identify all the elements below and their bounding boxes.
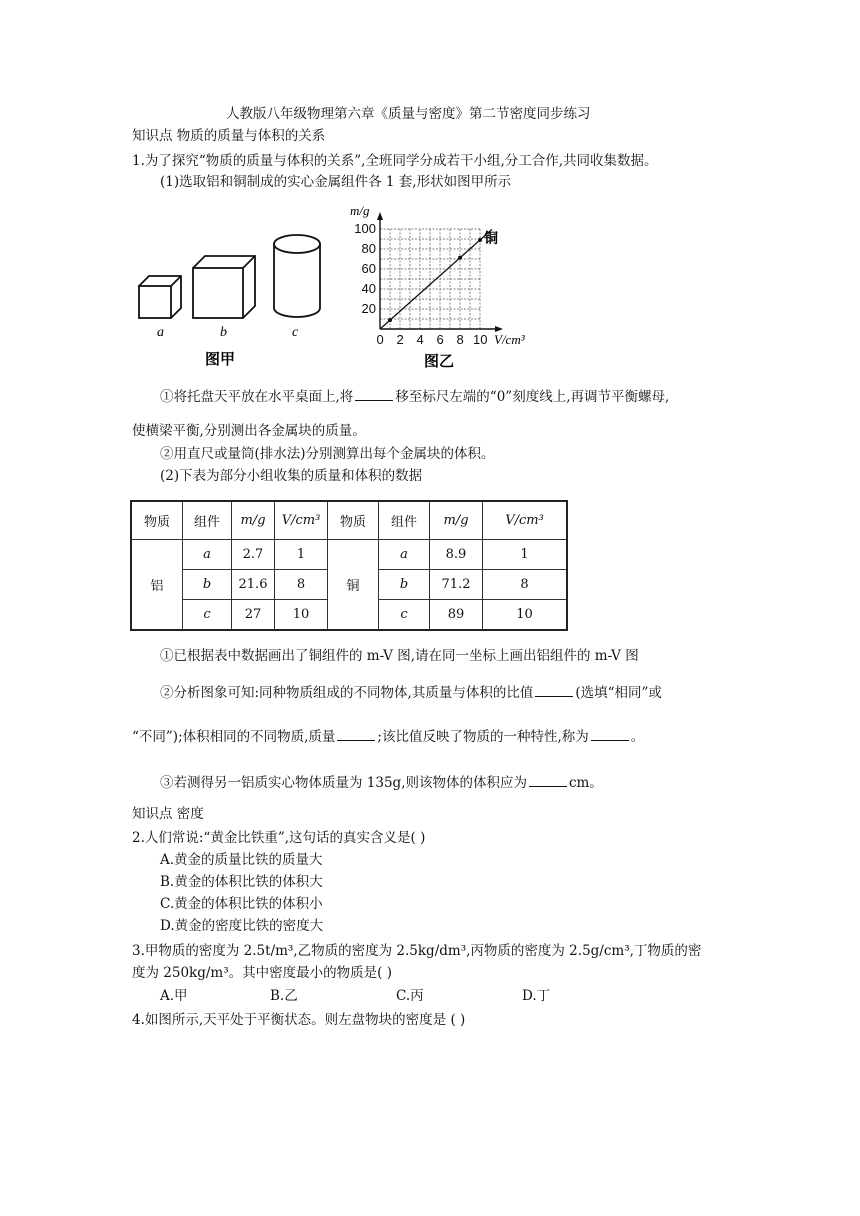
copper-data-point xyxy=(388,318,392,322)
question-2-stem: 2.人们常说:“黄金比铁重”,这句话的真实含义是( ) xyxy=(132,830,426,846)
table-cell: a xyxy=(379,539,430,569)
step-2: ②用直尺或量筒(排水法)分别测算出每个金属块的体积。 xyxy=(160,446,495,462)
y-axis-label: m/g xyxy=(350,203,370,218)
answer-blank-2[interactable] xyxy=(535,682,573,697)
x-tick-label: 2 xyxy=(396,332,404,347)
answer-blank-1[interactable] xyxy=(355,386,393,401)
table-cell: b xyxy=(183,569,232,599)
step-1-line xyxy=(160,386,669,407)
y-tick-label: 80 xyxy=(361,241,376,256)
answer-blank-4[interactable] xyxy=(591,726,629,741)
question-3-options xyxy=(160,986,632,1006)
table-cell: c xyxy=(379,599,430,630)
figure-jia xyxy=(125,196,335,371)
table-cell: 89 xyxy=(430,599,483,630)
table-cell: 8 xyxy=(275,569,328,599)
table-cell: 1 xyxy=(275,539,328,569)
question-3-stem-line-1: 3.甲物质的密度为 2.5t/m³,乙物质的密度为 2.5kg/dm³,丙物质的密度为 2.5g/cm³,丁物质的密 xyxy=(132,943,702,959)
mass-volume-chart xyxy=(336,196,546,374)
figure-yi-caption: 图乙 xyxy=(424,352,455,370)
table-cell: 71.2 xyxy=(430,569,483,599)
question-4-stem: 4.如图所示,天平处于平衡状态。则左盘物块的密度是 ( ) xyxy=(132,1012,466,1028)
step-1-text-a: ①将托盘天平放在水平桌面上,将 xyxy=(160,389,354,405)
question-1-part-1: (1)选取铝和铜制成的实心金属组件各 1 套,形状如图甲所示 xyxy=(160,174,512,190)
step-1-continuation: 使横梁平衡,分别测出各金属块的质量。 xyxy=(132,423,366,439)
question-1-stem: 1.为了探究“物质的质量与体积的关系”,全班同学分成若干小组,分工合作,共同收集数据。 xyxy=(132,153,658,169)
metal-blocks-illustration xyxy=(125,196,335,371)
table-header: 物质 xyxy=(131,501,183,539)
question-2-option-c: C.黄金的体积比铁的体积小 xyxy=(160,896,323,912)
data-table-container xyxy=(130,500,570,633)
question-2-option-d: D.黄金的密度比铁的密度大 xyxy=(160,918,324,934)
sub-question-1: ①已根据表中数据画出了铜组件的 m-V 图,请在同一坐标上画出铝组件的 m-V 图 xyxy=(160,648,639,664)
table-cell: 10 xyxy=(483,599,568,630)
sub-3-text-a: ③若测得另一铝质实心物体质量为 135g,则该物体的体积应为 xyxy=(160,775,527,791)
question-3-option-c: C.丙 xyxy=(396,988,424,1004)
sub-2-text-a: ②分析图象可知:同种物质组成的不同物体,其质量与体积的比值 xyxy=(160,685,534,701)
table-cell: c xyxy=(183,599,232,630)
figure-jia-caption: 图甲 xyxy=(205,350,236,368)
table-header: 组件 xyxy=(379,501,430,539)
sub-2-text-d: ;该比值反映了物质的一种特性,称为 xyxy=(377,729,589,745)
table-cell: 27 xyxy=(232,599,275,630)
sub-question-3 xyxy=(160,772,603,793)
sub-question-2-line-2 xyxy=(132,726,644,747)
table-cell: 8.9 xyxy=(430,539,483,569)
knowledge-point-heading-2: 知识点 密度 xyxy=(132,806,204,822)
question-3-option-b: B.乙 xyxy=(270,988,298,1004)
series-label-copper: 铜 xyxy=(484,231,498,247)
step-1-text-b: 移至标尺左端的“0”刻度线上,再调节平衡螺母, xyxy=(395,389,670,405)
x-axis-label: V/cm³ xyxy=(494,332,525,347)
page-title: 人教版八年级物理第六章《质量与密度》第二节密度同步练习 xyxy=(226,106,591,122)
y-tick-label: 20 xyxy=(361,301,376,316)
question-2-option-b: B.黄金的体积比铁的体积大 xyxy=(160,874,323,890)
mass-volume-table xyxy=(130,500,568,631)
copper-data-point xyxy=(478,238,482,242)
sub-2-text-b: (选填“相同”或 xyxy=(575,685,662,701)
question-2-option-a: A.黄金的质量比铁的质量大 xyxy=(160,852,323,868)
y-tick-label: 100 xyxy=(354,221,376,236)
answer-blank-5[interactable] xyxy=(529,772,567,787)
table-cell: 8 xyxy=(483,569,568,599)
chart-grid xyxy=(380,229,480,329)
table-cell: b xyxy=(379,569,430,599)
table-header: V/cm³ xyxy=(483,501,568,539)
y-tick-label: 60 xyxy=(361,261,376,276)
x-tick-label: 0 xyxy=(376,332,384,347)
table-cell: 2.7 xyxy=(232,539,275,569)
knowledge-point-heading: 知识点 物质的质量与体积的关系 xyxy=(132,128,326,144)
copper-data-point xyxy=(458,256,462,260)
table-cell: a xyxy=(183,539,232,569)
x-tick-label: 8 xyxy=(456,332,464,347)
sub-3-text-b: cm。 xyxy=(569,775,603,791)
y-axis-arrow xyxy=(377,212,383,220)
table-header: 组件 xyxy=(183,501,232,539)
x-tick-label: 4 xyxy=(416,332,424,347)
label-a: a xyxy=(157,325,164,340)
sub-question-2-line-1 xyxy=(160,682,662,703)
table-cell: 10 xyxy=(275,599,328,630)
x-tick-label: 10 xyxy=(473,332,488,347)
sub-2-text-e: 。 xyxy=(630,729,645,745)
material-copper: 铜 xyxy=(328,539,379,630)
material-aluminum: 铝 xyxy=(131,539,183,630)
table-row xyxy=(131,539,567,569)
question-3-stem-line-2: 度为 250kg/m³。其中密度最小的物质是( ) xyxy=(132,965,392,981)
y-tick-label: 40 xyxy=(361,281,376,296)
question-3-option-a: A.甲 xyxy=(160,988,188,1004)
table-header-row xyxy=(131,501,567,539)
figure-yi xyxy=(336,196,546,374)
table-cell: 21.6 xyxy=(232,569,275,599)
question-3-option-d: D.丁 xyxy=(522,988,551,1004)
table-header: V/cm³ xyxy=(275,501,328,539)
table-header: m/g xyxy=(232,501,275,539)
label-b: b xyxy=(220,325,227,340)
table-cell: 1 xyxy=(483,539,568,569)
sub-2-text-c: “不同”);体积相同的不同物质,质量 xyxy=(132,729,336,745)
label-c: c xyxy=(292,325,299,340)
table-header: 物质 xyxy=(328,501,379,539)
chart-ticks xyxy=(354,221,487,347)
question-1-part-2: (2)下表为部分小组收集的质量和体积的数据 xyxy=(160,468,423,484)
x-tick-label: 6 xyxy=(436,332,444,347)
answer-blank-3[interactable] xyxy=(337,726,375,741)
table-header: m/g xyxy=(430,501,483,539)
